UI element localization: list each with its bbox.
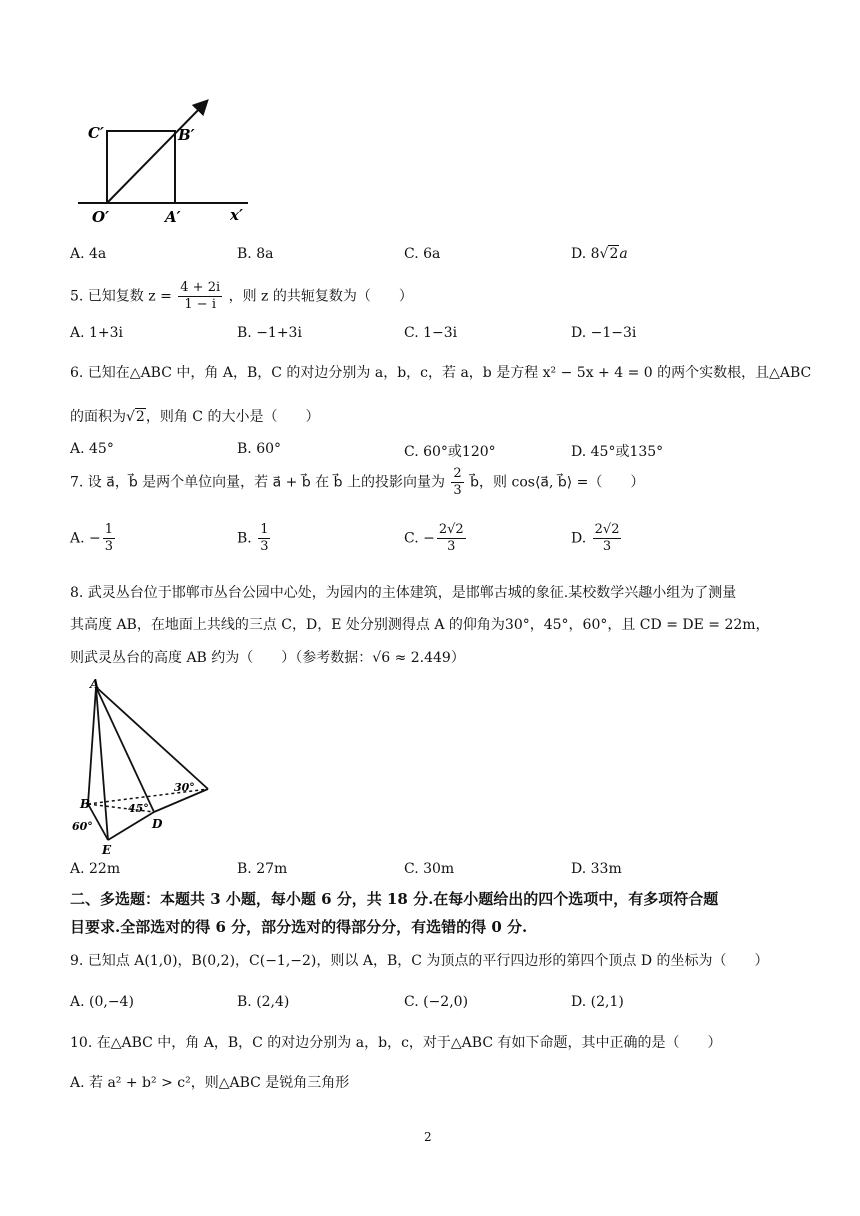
label-a: A bbox=[90, 677, 100, 691]
q6-line-2: 的面积为√2，则角 C 的大小是（ ） bbox=[70, 409, 320, 425]
q5-fraction bbox=[178, 280, 222, 313]
q8-option-c: C. 30m bbox=[404, 861, 455, 877]
q5-option-c: C. 1−3i bbox=[404, 325, 458, 341]
q7-option-b bbox=[237, 522, 272, 555]
q8-option-a: A. 22m bbox=[70, 861, 121, 877]
label-e: E bbox=[102, 843, 112, 856]
edge-ac bbox=[96, 687, 208, 789]
figure-tower-pyramid bbox=[70, 676, 220, 856]
q6-option-a: A. 45° bbox=[70, 441, 114, 457]
q9-option-a: A. (0,−4) bbox=[70, 994, 134, 1010]
q7-numerator: 2 bbox=[453, 466, 462, 481]
label-d: D bbox=[152, 817, 163, 831]
q7-option-b-fraction bbox=[258, 522, 270, 555]
q10-option-a: A. 若 a² + b² > c²，则△ABC 是锐角三角形 bbox=[70, 1075, 350, 1091]
q6-line-2-prefix: 的面积为 bbox=[70, 409, 126, 425]
q4-option-b: B. 8a bbox=[237, 246, 274, 262]
q5-numerator: 4 + 2i bbox=[180, 280, 221, 295]
q5-option-b: B. −1+3i bbox=[237, 325, 302, 341]
q6-option-b: B. 60° bbox=[237, 441, 282, 457]
label-c-prime: C′ bbox=[88, 124, 104, 142]
q7-option-c-num: 2√2 bbox=[438, 522, 464, 537]
q6-option-c: C. 60°或120° bbox=[404, 444, 496, 460]
q4-option-d-radicand: 2 bbox=[609, 246, 619, 262]
q4-option-a: A. 4a bbox=[70, 246, 107, 262]
q7-option-d bbox=[571, 522, 623, 555]
q8-option-d: D. 33m bbox=[571, 861, 622, 877]
q7-option-a-fraction bbox=[103, 522, 115, 555]
question-7 bbox=[70, 466, 644, 499]
q7-denominator: 3 bbox=[453, 483, 462, 498]
q8-line-3: 则武灵丛台的高度 AB 约为（ ）（参考数据：√6 ≈ 2.449） bbox=[70, 650, 465, 666]
q7-option-a-den: 3 bbox=[104, 539, 114, 554]
q7-fraction bbox=[451, 466, 463, 499]
question-5 bbox=[70, 280, 413, 313]
edge-ab bbox=[88, 687, 96, 804]
figure-square-axis bbox=[70, 90, 270, 240]
q4-option-d-suffix: a bbox=[619, 246, 628, 262]
q7-option-c-label: C. − bbox=[404, 530, 435, 547]
q5-denominator: 1 − i bbox=[184, 297, 216, 312]
q7-option-b-num: 1 bbox=[260, 522, 269, 537]
label-a-prime: A′ bbox=[165, 208, 181, 226]
q6-line-2-suffix: ，则角 C 的大小是（ ） bbox=[145, 409, 320, 425]
question-10: 10. 在△ABC 中，角 A，B，C 的对边分别为 a，b，c，对于△ABC 有如下命题，其中正确的是（ ） bbox=[70, 1035, 722, 1051]
q7-option-c-fraction bbox=[437, 522, 466, 555]
q9-option-b: B. (2,4) bbox=[237, 994, 290, 1010]
q6-option-d: D. 45°或135° bbox=[571, 444, 664, 460]
q7-suffix: b⃗，则 cos⟨a⃗, b⃗⟩ =（ ） bbox=[470, 474, 645, 491]
q4-option-c: C. 6a bbox=[404, 246, 441, 262]
q9-option-c: C. (−2,0) bbox=[404, 994, 469, 1010]
diagonal-ray bbox=[107, 102, 206, 203]
q7-option-c bbox=[404, 522, 468, 555]
section-2-line-2: 目要求.全部选对的得 6 分，部分选对的得部分分，有选错的得 0 分. bbox=[70, 918, 528, 936]
page-number: 2 bbox=[424, 1130, 432, 1144]
q7-option-a-num: 1 bbox=[104, 522, 114, 537]
q7-option-d-label: D. bbox=[571, 530, 587, 547]
q4-option-d-prefix: D. 8 bbox=[571, 246, 600, 262]
q7-option-d-num: 2√2 bbox=[594, 522, 620, 537]
q7-option-a-label: A. − bbox=[70, 530, 101, 547]
q5-prefix: 5. 已知复数 z = bbox=[70, 288, 172, 305]
label-angle-30: 30° bbox=[174, 781, 195, 794]
q4-option-d: D. 8√2a bbox=[571, 246, 628, 262]
q7-option-c-den: 3 bbox=[447, 539, 456, 554]
label-x-prime: x′ bbox=[230, 206, 243, 224]
label-b-prime: B′ bbox=[178, 126, 195, 144]
q6-radicand: 2 bbox=[135, 409, 145, 425]
q8-line-2: 其高度 AB，在地面上共线的三点 C，D，E 处分别测得点 A 的仰角为30°，45°，60°，且 CD = DE = 22m， bbox=[70, 617, 770, 633]
q7-option-a bbox=[70, 522, 117, 555]
q8-option-b: B. 27m bbox=[237, 861, 288, 877]
q6-line-1: 6. 已知在△ABC 中，角 A，B，C 的对边分别为 a，b，c，若 a，b 是方程 x² − 5x + 4 = 0 的两个实数根，且△ABC bbox=[70, 365, 812, 381]
q7-prefix: 7. 设 a⃗，b⃗ 是两个单位向量，若 a⃗ + b⃗ 在 b⃗ 上的投影向量为 bbox=[70, 474, 445, 491]
section-2-line-1: 二、多选题：本题共 3 小题，每小题 6 分，共 18 分.在每小题给出的四个选项中，有多项符合题 bbox=[70, 890, 719, 908]
question-9: 9. 已知点 A(1,0)，B(0,2)，C(−1,−2)，则以 A，B，C 为顶点的平行四边形的第四个顶点 D 的坐标为（ ） bbox=[70, 953, 769, 969]
label-o-prime: O′ bbox=[92, 208, 110, 226]
q8-line-1: 8. 武灵丛台位于邯郸市丛台公园中心处，为园内的主体建筑，是邯郸古城的象征.某校数学兴趣小组为了测量 bbox=[70, 585, 737, 601]
label-angle-60: 60° bbox=[72, 820, 93, 833]
q7-option-d-fraction bbox=[593, 522, 622, 555]
label-angle-45: 45° bbox=[128, 802, 149, 815]
q5-option-a: A. 1+3i bbox=[70, 325, 124, 341]
q7-option-b-den: 3 bbox=[260, 539, 269, 554]
q9-option-d: D. (2,1) bbox=[571, 994, 624, 1010]
label-b: B bbox=[80, 797, 91, 811]
q5-suffix: ，则 z 的共轭复数为（ ） bbox=[228, 288, 413, 305]
q5-option-d: D. −1−3i bbox=[571, 325, 637, 341]
q7-option-b-label: B. bbox=[237, 530, 252, 547]
q7-option-d-den: 3 bbox=[602, 539, 612, 554]
edge-ed bbox=[108, 812, 154, 840]
